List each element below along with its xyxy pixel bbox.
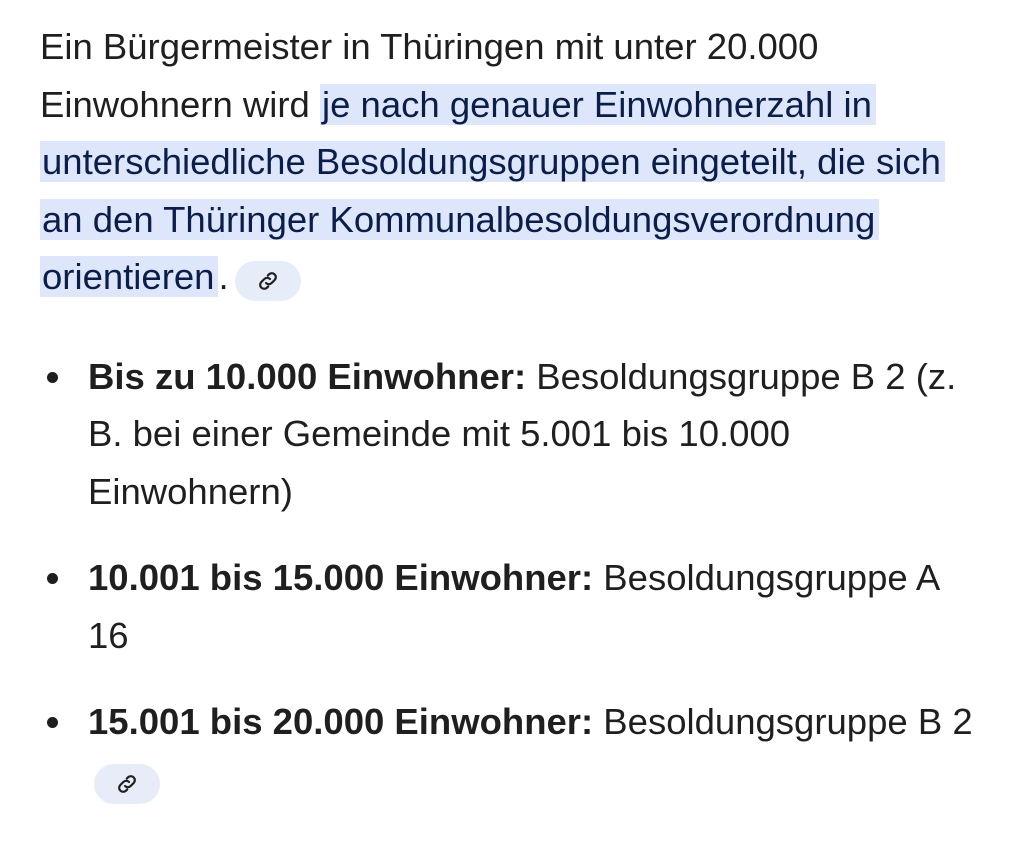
list-item [40, 348, 988, 521]
list-item [40, 693, 988, 808]
bullet-point [47, 717, 58, 728]
intro-paragraph [40, 18, 980, 306]
item-label: 10.001 bis 15.000 Einwohner: [88, 557, 594, 598]
highlighted-citation-text[interactable]: je nach genauer Einwohnerzahl in unterschiedliche Besoldungsgruppen eingeteilt, die sich an den Thüringer Kommunalbesoldungsverordnung orientieren [40, 84, 945, 298]
link-icon [115, 772, 139, 796]
source-link-chip[interactable] [94, 764, 160, 804]
bullet-point [47, 573, 58, 584]
item-text: Besoldungsgruppe B 2 (z. B. bei einer Gemeinde mit 5.001 bis 10.000 Einwohnern) [88, 355, 957, 512]
intro-plain-text: Ein Bürgermeister in Thüringen mit unter 20.000 Einwohnern wird [40, 26, 819, 125]
item-text: Besoldungsgruppe B 2 [593, 701, 973, 742]
item-text: Besoldungsgruppe A 16 [88, 557, 939, 656]
list-item [40, 549, 988, 664]
intro-end-punct: . [218, 256, 229, 297]
bullet-point [47, 372, 58, 383]
source-link-chip[interactable] [235, 261, 301, 301]
salary-group-list [40, 348, 984, 809]
item-label: Bis zu 10.000 Einwohner: [88, 355, 527, 397]
item-label: 15.001 bis 20.000 Einwohner: [88, 701, 594, 742]
link-icon [256, 269, 280, 293]
